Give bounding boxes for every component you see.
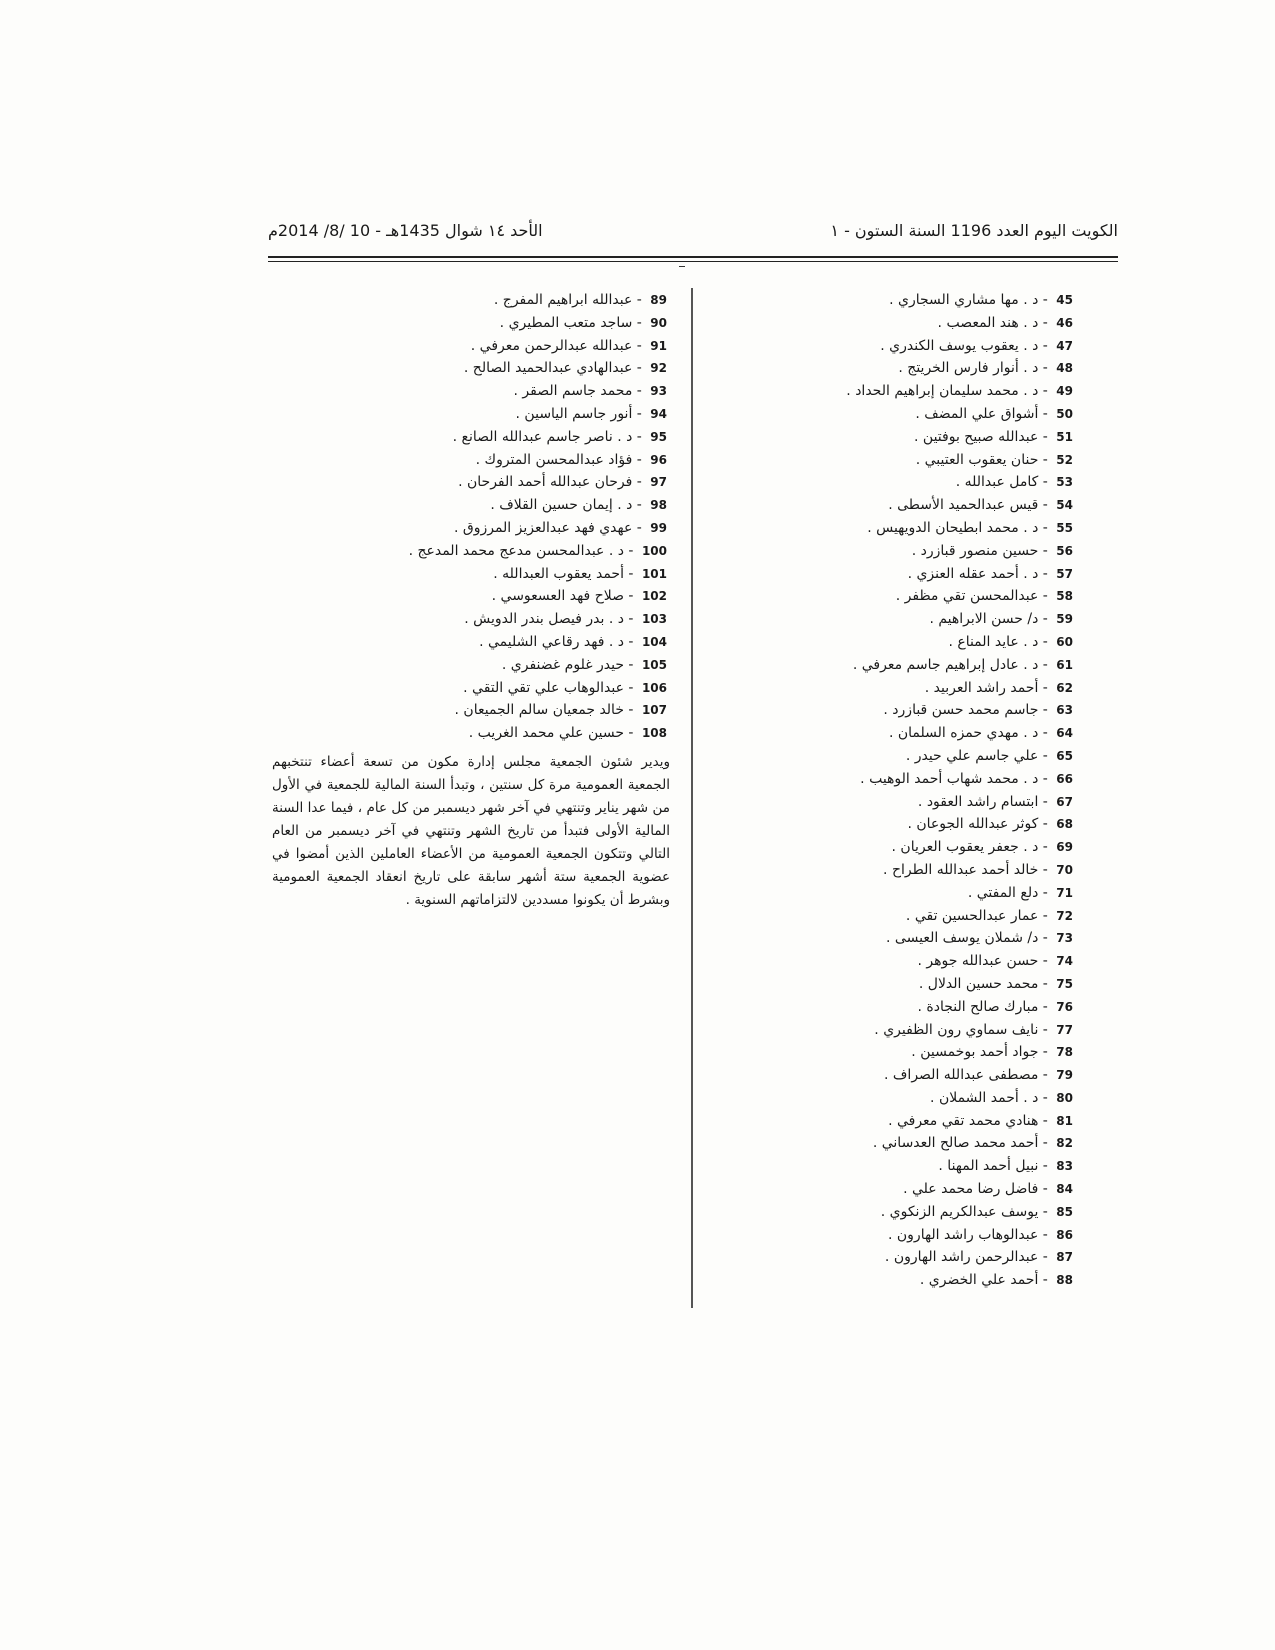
- item-name: عبدالرحمن راشد الهارون .: [884, 1249, 1039, 1266]
- list-item: [327, 699, 667, 722]
- item-number: 61: [1056, 657, 1073, 672]
- item-number: 102: [641, 589, 667, 604]
- item-name: محمد حسين الدلال .: [918, 975, 1039, 992]
- item-name: د . محمد سليمان إبراهيم الحداد .: [846, 383, 1039, 400]
- list-item: [743, 1132, 1073, 1155]
- item-number: 73: [1056, 931, 1073, 946]
- item-number: 85: [1056, 1204, 1073, 1219]
- item-number: 96: [650, 452, 667, 467]
- item-dash: -: [1038, 839, 1053, 856]
- header-rule-thick: [268, 256, 1118, 258]
- item-number: 53: [1056, 475, 1073, 490]
- item-name: د . جعفر يعقوب العريان .: [891, 839, 1039, 856]
- item-name: د . مهدي حمزه السلمان .: [888, 725, 1039, 742]
- item-number: 86: [1056, 1227, 1073, 1242]
- list-item: [327, 357, 667, 380]
- item-name: فرحان عبدالله أحمد الفرحان .: [458, 474, 633, 491]
- item-dash: -: [1038, 770, 1053, 787]
- item-dash: -: [623, 656, 638, 673]
- item-name: د . محمد شهاب أحمد الوهيب .: [860, 770, 1039, 787]
- item-dash: -: [632, 428, 647, 445]
- item-dash: -: [1038, 953, 1053, 970]
- item-dash: -: [632, 314, 647, 331]
- item-name: أشواق علي المضف .: [915, 405, 1039, 422]
- item-number: 105: [641, 657, 667, 672]
- list-item: [743, 722, 1073, 745]
- item-number: 93: [650, 384, 667, 399]
- list-item: [327, 494, 667, 517]
- item-number: 62: [1056, 680, 1073, 695]
- board-paragraph: ويدير شئون الجمعية مجلس إدارة مكون من تسعة أعضاء تنتخبهم الجمعية العمومية مرة كل سنتين ، وتبدأ السنة المالية للجمعية في الأول من شهر يناير وتنتهي في آخر شهر ديسمبر من كل عام ، فيما عدا السنة المالية الأولى فتبدأ من تاريخ الشهر وتنتهي في آخر ديسمبر من العام التالي وتتكون الجمعية العمومية من الأعضاء العاملين الذين أمضوا في عضوية الجمعية ستة أشهر سابقة على تاريخ انعقاد الجمعية العمومية وبشرط أن يكونوا مسددين لالتزاماتهم السنوية .: [272, 754, 670, 908]
- list-item: [743, 1041, 1073, 1064]
- header-date: الأحد ١٤ شوال 1435هـ - 10 /8/ 2014م: [268, 221, 543, 240]
- item-dash: -: [1038, 793, 1053, 810]
- header-rule-thin: [268, 261, 1118, 262]
- item-dash: -: [1038, 611, 1053, 628]
- item-dash: -: [1038, 725, 1053, 742]
- item-number: 58: [1056, 589, 1073, 604]
- item-name: يوسف عبدالكريم الزنكوي .: [880, 1203, 1039, 1220]
- item-number: 72: [1056, 908, 1073, 923]
- item-name: جواد أحمد بوخمسين .: [911, 1044, 1039, 1061]
- list-item: [743, 1201, 1073, 1224]
- list-item: [743, 1019, 1073, 1042]
- item-number: 99: [650, 520, 667, 535]
- list-item: [743, 973, 1073, 996]
- item-dash: -: [1038, 565, 1053, 582]
- list-item: [327, 677, 667, 700]
- item-name: كامل عبدالله .: [955, 474, 1039, 491]
- list-item: [327, 722, 667, 745]
- item-name: فاضل رضا محمد علي .: [903, 1181, 1039, 1198]
- item-dash: -: [623, 702, 638, 719]
- item-name: نبيل أحمد المهنا .: [938, 1158, 1039, 1175]
- item-dash: -: [1038, 337, 1053, 354]
- item-number: 70: [1056, 862, 1073, 877]
- item-dash: -: [623, 542, 638, 559]
- list-item: [327, 540, 667, 563]
- item-dash: -: [1038, 360, 1053, 377]
- item-name: ابتسام راشد العقود .: [917, 793, 1039, 810]
- page-header: [268, 221, 1118, 249]
- list-item: [743, 563, 1073, 586]
- item-number: 82: [1056, 1136, 1073, 1151]
- item-name: خالد أحمد عبدالله الطراح .: [883, 861, 1039, 878]
- item-dash: -: [1038, 474, 1053, 491]
- list-item: [743, 791, 1073, 814]
- item-dash: -: [1038, 975, 1053, 992]
- item-number: 94: [650, 406, 667, 421]
- item-number: 78: [1056, 1045, 1073, 1060]
- item-number: 67: [1056, 794, 1073, 809]
- item-dash: -: [1038, 816, 1053, 833]
- list-item: [743, 1110, 1073, 1133]
- item-dash: -: [1038, 292, 1053, 308]
- item-name: حسين علي محمد الغريب .: [468, 725, 624, 742]
- item-number: 103: [641, 612, 667, 627]
- item-dash: -: [623, 588, 638, 605]
- item-name: عبدالله صبيح بوفتين .: [914, 428, 1039, 445]
- item-name: د . أنوار فارس الخريتج .: [898, 360, 1039, 377]
- item-number: 76: [1056, 999, 1073, 1014]
- list-item: [327, 654, 667, 677]
- list-item: [327, 631, 667, 654]
- item-name: عبدالوهاب علي تقي التقي .: [463, 679, 624, 696]
- list-item: [327, 585, 667, 608]
- item-dash: -: [1038, 702, 1053, 719]
- item-dash: -: [1038, 519, 1053, 536]
- member-list-left-column: [327, 289, 667, 745]
- item-dash: -: [1038, 314, 1053, 331]
- list-item: [743, 813, 1073, 836]
- item-dash: -: [623, 633, 638, 650]
- item-name: عهدي فهد عبدالعزيز المرزوق .: [453, 519, 633, 536]
- list-item: [743, 540, 1073, 563]
- list-item: [743, 654, 1073, 677]
- item-dash: -: [632, 519, 647, 536]
- item-number: 57: [1056, 566, 1073, 581]
- list-item: [743, 471, 1073, 494]
- list-item: [743, 426, 1073, 449]
- item-name: عبدالوهاب راشد الهارون .: [887, 1226, 1039, 1243]
- item-name: د . فهد رقاعي الشليمي .: [479, 633, 624, 650]
- item-number: 51: [1056, 429, 1073, 444]
- item-dash: -: [1038, 428, 1053, 445]
- item-number: 75: [1056, 976, 1073, 991]
- item-number: 50: [1056, 406, 1073, 421]
- item-dash: -: [1038, 1158, 1053, 1175]
- item-number: 56: [1056, 543, 1073, 558]
- list-item: [743, 905, 1073, 928]
- item-dash: -: [1038, 998, 1053, 1015]
- list-item: [743, 1087, 1073, 1110]
- list-item: [743, 585, 1073, 608]
- item-dash: -: [1038, 633, 1053, 650]
- item-name: كوثر عبدالله الجوعان .: [907, 816, 1039, 833]
- list-item: [743, 1064, 1073, 1087]
- item-name: عبدالله ابراهيم المفرج .: [493, 292, 633, 308]
- list-item: [743, 608, 1073, 631]
- header-publication-info: الكويت اليوم العدد 1196 السنة الستون - ١: [830, 221, 1118, 240]
- item-name: د . يعقوب يوسف الكندري .: [880, 337, 1039, 354]
- item-number: 89: [650, 293, 667, 307]
- item-name: عبدالهادي عبدالحميد الصالح .: [463, 360, 633, 377]
- list-item: [743, 745, 1073, 768]
- item-number: 48: [1056, 361, 1073, 376]
- item-number: 54: [1056, 498, 1073, 513]
- item-dash: -: [1038, 656, 1053, 673]
- item-number: 88: [1056, 1273, 1073, 1288]
- item-number: 87: [1056, 1250, 1073, 1265]
- item-dash: -: [1038, 1044, 1053, 1061]
- item-number: 59: [1056, 612, 1073, 627]
- list-item: [743, 380, 1073, 403]
- center-mark: [679, 266, 685, 267]
- list-item: [327, 608, 667, 631]
- item-number: 47: [1056, 338, 1073, 353]
- item-name: عبدالمحسن تقي مظفر .: [895, 588, 1039, 605]
- list-item: [743, 882, 1073, 905]
- item-dash: -: [623, 725, 638, 742]
- list-item: [327, 517, 667, 540]
- item-name: عمار عبدالحسين تقي .: [905, 907, 1039, 924]
- item-dash: -: [1038, 1135, 1053, 1152]
- list-item: [743, 859, 1073, 882]
- item-dash: -: [1038, 405, 1053, 422]
- list-item: [327, 380, 667, 403]
- item-number: 95: [650, 429, 667, 444]
- item-dash: -: [1038, 1181, 1053, 1198]
- item-number: 64: [1056, 726, 1073, 741]
- item-number: 81: [1056, 1113, 1073, 1128]
- item-dash: -: [1038, 1272, 1053, 1289]
- item-number: 74: [1056, 954, 1073, 969]
- item-dash: -: [632, 474, 647, 491]
- item-number: 55: [1056, 520, 1073, 535]
- item-name: جاسم محمد حسن قبازرد .: [883, 702, 1039, 719]
- item-dash: -: [632, 360, 647, 377]
- item-name: أحمد راشد العربيد .: [924, 679, 1039, 696]
- list-item: [743, 517, 1073, 540]
- list-item: [327, 563, 667, 586]
- list-item: [743, 1269, 1073, 1292]
- item-name: ساجد متعب المطيري .: [499, 314, 633, 331]
- item-name: حسن عبدالله جوهر .: [917, 953, 1039, 970]
- item-name: د . عادل إبراهيم جاسم معرفي .: [852, 656, 1039, 673]
- item-dash: -: [632, 383, 647, 400]
- item-name: د . بدر فيصل بندر الدويش .: [464, 611, 624, 628]
- item-dash: -: [1038, 451, 1053, 468]
- item-name: د . عايد المناع .: [948, 633, 1039, 650]
- list-item: [743, 1178, 1073, 1201]
- column-divider: [691, 288, 693, 1308]
- item-dash: -: [623, 611, 638, 628]
- list-item: [743, 449, 1073, 472]
- list-item: [743, 950, 1073, 973]
- item-number: 52: [1056, 452, 1073, 467]
- item-name: د/ شملان يوسف العيسى .: [886, 930, 1039, 947]
- item-name: د . إيمان حسين القلاف .: [490, 497, 633, 514]
- item-dash: -: [1038, 884, 1053, 901]
- item-number: 66: [1056, 771, 1073, 786]
- item-number: 63: [1056, 703, 1073, 718]
- item-name: حسين منصور قبازرد .: [911, 542, 1039, 559]
- list-item: [743, 289, 1073, 312]
- item-number: 104: [641, 634, 667, 649]
- item-number: 60: [1056, 634, 1073, 649]
- item-name: أحمد علي الخضري .: [919, 1272, 1039, 1289]
- item-name: د/ حسن الابراهيم .: [929, 611, 1039, 628]
- list-item: [327, 312, 667, 335]
- item-dash: -: [632, 497, 647, 514]
- item-number: 97: [650, 475, 667, 490]
- item-dash: -: [1038, 907, 1053, 924]
- list-item: [327, 335, 667, 358]
- list-item: [743, 335, 1073, 358]
- item-number: 68: [1056, 817, 1073, 832]
- item-name: خالد جمعيان سالم الجميعان .: [454, 702, 624, 719]
- item-name: حنان يعقوب العتيبي .: [915, 451, 1039, 468]
- item-dash: -: [1038, 1112, 1053, 1129]
- item-number: 90: [650, 315, 667, 330]
- item-name: د . هند المعصب .: [937, 314, 1039, 331]
- item-number: 46: [1056, 315, 1073, 330]
- item-number: 84: [1056, 1182, 1073, 1197]
- item-dash: -: [1038, 747, 1053, 764]
- item-number: 92: [650, 361, 667, 376]
- item-dash: -: [632, 451, 647, 468]
- item-number: 80: [1056, 1090, 1073, 1105]
- list-item: [327, 426, 667, 449]
- item-name: دلع المفتي .: [967, 884, 1039, 901]
- item-dash: -: [1038, 679, 1053, 696]
- list-item: [743, 312, 1073, 335]
- list-item: [743, 699, 1073, 722]
- list-item: [743, 357, 1073, 380]
- list-item: [743, 494, 1073, 517]
- list-item: [743, 927, 1073, 950]
- item-name: عبدالله عبدالرحمن معرفي .: [470, 337, 633, 354]
- item-dash: -: [632, 405, 647, 422]
- item-name: حيدر غلوم غضنفري .: [501, 656, 624, 673]
- item-number: 83: [1056, 1159, 1073, 1174]
- item-name: د . عبدالمحسن مدعج محمد المدعج .: [408, 542, 624, 559]
- item-dash: -: [1038, 1226, 1053, 1243]
- list-item: [327, 471, 667, 494]
- item-name: د . محمد ابطيحان الدويهيس .: [867, 519, 1039, 536]
- item-number: 45: [1056, 293, 1073, 307]
- item-name: د . أحمد الشملان .: [930, 1089, 1039, 1106]
- item-name: قيس عبدالحميد الأسطى .: [888, 497, 1039, 514]
- item-dash: -: [1038, 497, 1053, 514]
- item-number: 106: [641, 680, 667, 695]
- item-name: أنور جاسم الياسين .: [515, 405, 633, 422]
- item-dash: -: [1038, 542, 1053, 559]
- item-name: محمد جاسم الصقر .: [513, 383, 633, 400]
- item-number: 101: [641, 566, 667, 581]
- item-number: 69: [1056, 840, 1073, 855]
- list-item: [743, 403, 1073, 426]
- item-name: هنادي محمد تقي معرفي .: [888, 1112, 1039, 1129]
- list-item: [743, 1246, 1073, 1269]
- item-number: 77: [1056, 1022, 1073, 1037]
- item-dash: -: [1038, 588, 1053, 605]
- item-dash: -: [632, 292, 647, 308]
- item-name: د . أحمد عقله العنزي .: [907, 565, 1039, 582]
- item-dash: -: [1038, 930, 1053, 947]
- item-dash: -: [623, 565, 638, 582]
- list-item: [743, 1224, 1073, 1247]
- list-item: [743, 1155, 1073, 1178]
- item-dash: -: [1038, 1089, 1053, 1106]
- list-item: [743, 996, 1073, 1019]
- item-dash: -: [1038, 1249, 1053, 1266]
- item-number: 108: [641, 726, 667, 741]
- item-number: 98: [650, 498, 667, 513]
- list-item: [743, 677, 1073, 700]
- item-dash: -: [1038, 861, 1053, 878]
- item-number: 107: [641, 703, 667, 718]
- list-item: [743, 768, 1073, 791]
- item-number: 91: [650, 338, 667, 353]
- list-item: [743, 631, 1073, 654]
- list-item: [327, 403, 667, 426]
- list-item: [743, 836, 1073, 859]
- item-dash: -: [1038, 383, 1053, 400]
- item-dash: -: [623, 679, 638, 696]
- item-number: 100: [641, 543, 667, 558]
- item-dash: -: [1038, 1067, 1053, 1084]
- list-item: [327, 289, 667, 312]
- item-name: صلاح فهد العسعوسي .: [491, 588, 624, 605]
- item-number: 79: [1056, 1068, 1073, 1083]
- item-name: مبارك صالح النجادة .: [917, 998, 1039, 1015]
- item-name: د . ناصر جاسم عبدالله الصانع .: [452, 428, 633, 445]
- item-name: مصطفى عبدالله الصراف .: [884, 1067, 1039, 1084]
- item-name: أحمد محمد صالح العدساني .: [872, 1135, 1039, 1152]
- list-item: [327, 449, 667, 472]
- item-name: د . مها مشاري السجاري .: [889, 292, 1039, 308]
- item-name: علي جاسم علي حيدر .: [905, 747, 1039, 764]
- item-number: 71: [1056, 885, 1073, 900]
- item-name: نايف سماوي رون الظفيري .: [874, 1021, 1039, 1038]
- item-number: 65: [1056, 748, 1073, 763]
- item-name: أحمد يعقوب العبدالله .: [493, 565, 624, 582]
- item-number: 49: [1056, 384, 1073, 399]
- member-list-right-column: [743, 289, 1073, 1292]
- item-dash: -: [1038, 1203, 1053, 1220]
- item-name: فؤاد عبدالمحسن المتروك .: [475, 451, 633, 468]
- item-dash: -: [632, 337, 647, 354]
- item-dash: -: [1038, 1021, 1053, 1038]
